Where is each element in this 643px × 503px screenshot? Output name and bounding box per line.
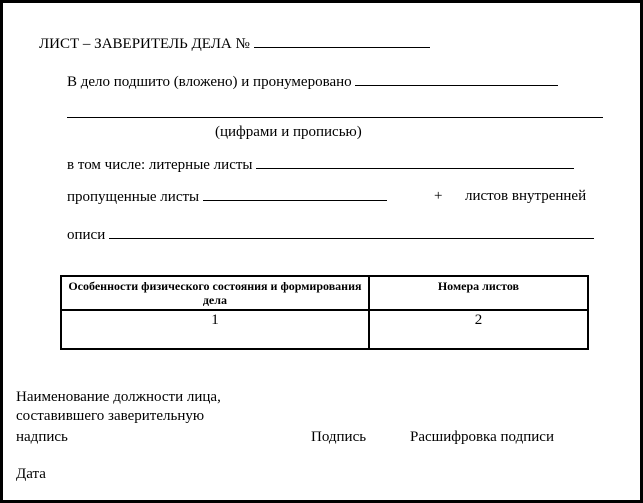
- letter-sheets-line: [67, 155, 574, 174]
- letter-sheets-value-line: [256, 155, 574, 169]
- document-title-line: [39, 34, 430, 53]
- table-cell: 2: [369, 310, 588, 349]
- missing-sheets-label: пропущенные листы: [67, 189, 200, 205]
- position-label-line1: Наименование должности лица,: [16, 389, 221, 405]
- document-title: ЛИСТ – ЗАВЕРИТЕЛЬ ДЕЛА №: [39, 36, 250, 52]
- position-label-line3: надпись: [16, 429, 68, 445]
- table-cell: 1: [61, 310, 369, 349]
- table-header-cell: Номера листов: [369, 276, 588, 310]
- date-label: Дата: [16, 466, 46, 482]
- case-number-line: [254, 34, 430, 48]
- table-row: [61, 310, 588, 349]
- position-label-line2: составившего заверительную: [16, 408, 205, 424]
- filed-line: [67, 72, 558, 91]
- inner-inventory-label: листов внутренней: [465, 188, 587, 204]
- signature-decoding-label: Расшифровка подписи: [410, 429, 554, 445]
- signature-label: Подпись: [311, 429, 367, 445]
- digits-hint: (цифрами и прописью): [215, 124, 362, 140]
- physical-state-table: [60, 275, 589, 350]
- inventory-line: [67, 225, 594, 244]
- inventory-label: описи: [67, 227, 106, 243]
- plus-sign: +: [434, 188, 443, 204]
- missing-sheets-value-line: [203, 187, 387, 201]
- inventory-value-line: [109, 225, 594, 239]
- table-header-cell: Особенности физического состояния и формирования дела: [61, 276, 369, 310]
- filed-count-line: [355, 72, 558, 86]
- missing-sheets-line: [67, 187, 387, 206]
- letter-sheets-label: в том числе: литерные листы: [67, 157, 253, 173]
- filed-count-words-line: [67, 117, 603, 118]
- filed-label: В дело подшито (вложено) и пронумеровано: [67, 74, 352, 90]
- table-header-row: [61, 276, 588, 310]
